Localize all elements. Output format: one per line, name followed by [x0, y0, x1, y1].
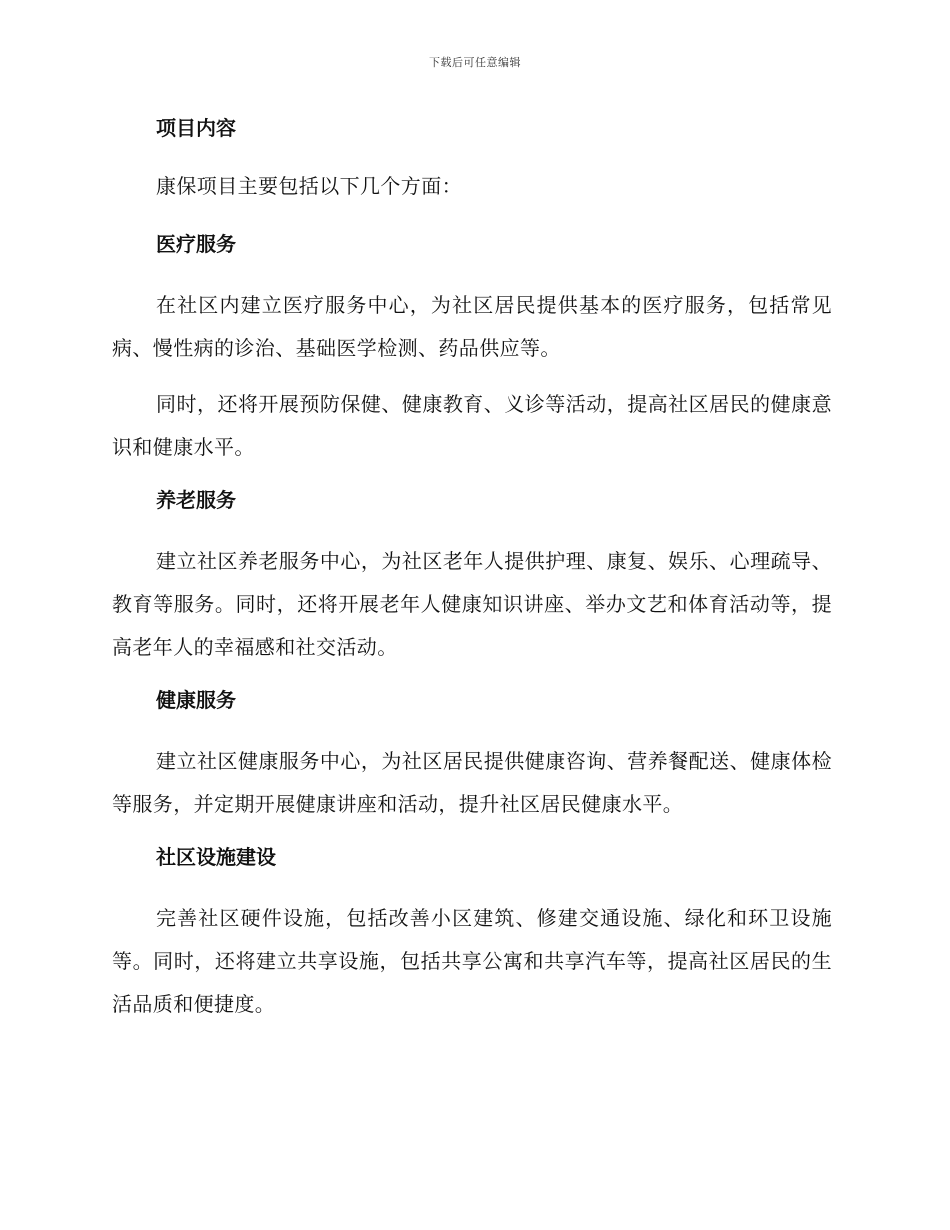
elderly-paragraph: 建立社区养老服务中心，为社区老年人提供护理、康复、娱乐、心理疏导、教育等服务。同时，还将开展老年人健康知识讲座、举办文艺和体育活动等，提高老年人的幸福感和社交活动。 [112, 549, 832, 659]
facilities-heading: 社区设施建设 [156, 845, 276, 869]
medical-paragraph-2: 同时，还将开展预防保健、健康教育、义诊等活动，提高社区居民的健康意识和健康水平。 [112, 392, 832, 459]
facilities-paragraph: 完善社区硬件设施，包括改善小区建筑、修建交通设施、绿化和环卫设施等。同时，还将建立共享设施，包括共享公寓和共享汽车等，提高社区居民的生活品质和便捷度。 [112, 906, 832, 1016]
health-paragraph: 建立社区健康服务中心，为社区居民提供健康咨询、营养餐配送、健康体检等服务，并定期开展健康讲座和活动，提升社区居民健康水平。 [112, 749, 832, 816]
document-body [112, 110, 832, 1039]
medical-paragraph-1: 在社区内建立医疗服务中心，为社区居民提供基本的医疗服务，包括常见病、慢性病的诊治、基础医学检测、药品供应等。 [112, 293, 832, 360]
elderly-heading: 养老服务 [156, 488, 236, 512]
intro-paragraph: 康保项目主要包括以下几个方面： [156, 174, 462, 198]
section-title: 项目内容 [156, 116, 236, 140]
page-header-note: 下载后可任意编辑 [429, 56, 521, 69]
health-heading: 健康服务 [156, 688, 236, 712]
medical-heading: 医疗服务 [156, 232, 236, 256]
